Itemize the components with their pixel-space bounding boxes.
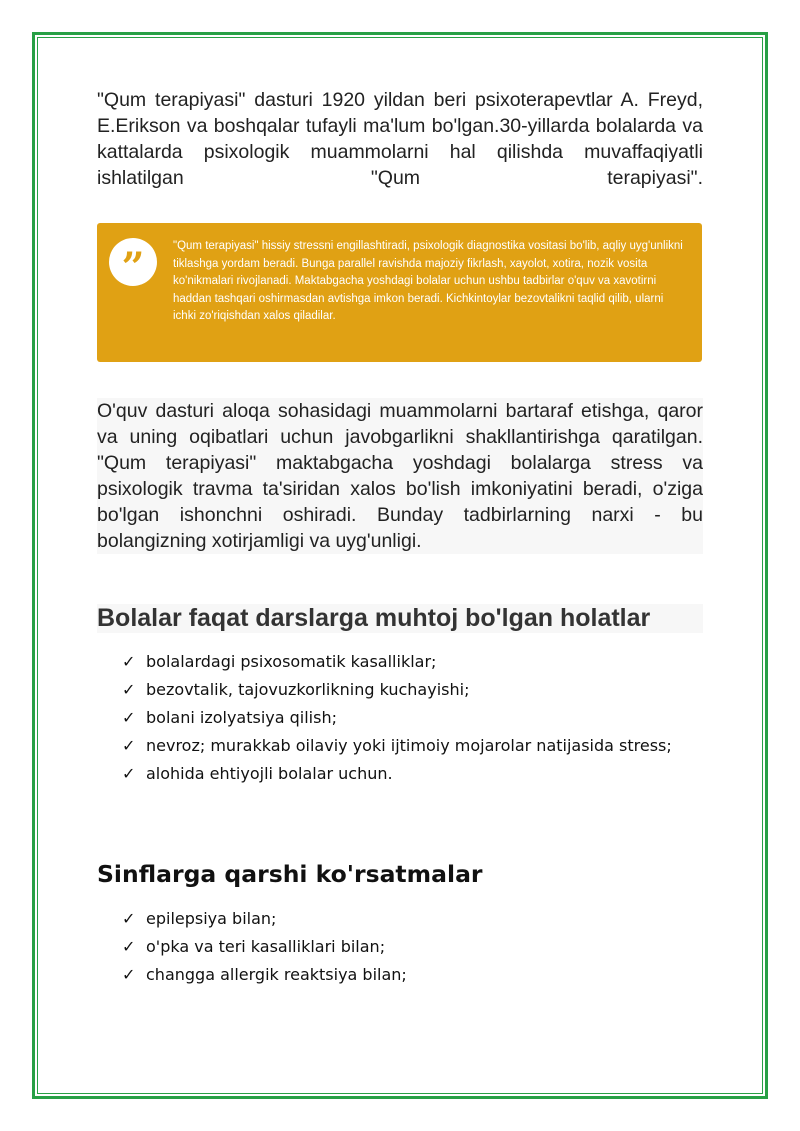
quote-mark: ”	[121, 244, 145, 291]
check-icon: ✓	[122, 909, 136, 928]
contraindications-list	[122, 905, 682, 989]
list-item	[122, 676, 682, 704]
list-item-text: alohida ehtiyojli bolalar uchun.	[146, 764, 393, 783]
list-item	[122, 648, 682, 676]
check-icon: ✓	[122, 965, 136, 984]
quote-icon	[109, 238, 157, 291]
list-item	[122, 760, 682, 788]
quote-text: "Qum terapiyasi" hissiy stressni engillashtiradi, psixologik diagnostika vositasi bo'lib, aqliy uyg'unlikni tiklashga yordam beradi. Bunga parallel ravishda majoziy fikrlash, xayolot, xotira, nozik vosita ko'nikmalari rivojlanadi. Maktabgacha yoshdagi bolalar uchun ushbu tadbirlar o'quv va xavotirni haddan tashqari oshirmasdan avtishga imkon beradi. Kichkintoylar bezovtalikni taqlid qilib, ularni ichki zo'riqishdan xalos qiladilar.	[173, 240, 683, 322]
list-item	[122, 704, 682, 732]
indications-list	[122, 648, 682, 788]
list-item-text: bolani izolyatsiya qilish;	[146, 708, 337, 727]
list-item-text: epilepsiya bilan;	[146, 909, 277, 928]
list-item-text: changga allergik reaktsiya bilan;	[146, 965, 407, 984]
list-item	[122, 961, 682, 989]
check-icon: ✓	[122, 652, 136, 671]
check-icon: ✓	[122, 680, 136, 699]
list-item	[122, 732, 682, 760]
section-heading-contraindications: Sinflarga qarshi ko'rsatmalar	[97, 860, 483, 888]
program-paragraph: O'quv dasturi aloqa sohasidagi muammolarni bartaraf etishga, qaror va uning oqibatlari uchun javobgarlikni shakllantirishga qaratilgan. "Qum terapiyasi" maktabgacha yoshdagi bolalarga stress va psixologik travma ta'siridan xalos bo'lish imkoniyatini beradi, o'ziga bo'lgan ishonchni oshiradi. Bunday tadbirlarning narxi - bu bolangizning xotirjamligi va uyg'unligi.	[97, 400, 703, 552]
list-item-text: bolalardagi psixosomatik kasalliklar;	[146, 652, 437, 671]
check-icon: ✓	[122, 764, 136, 783]
section-heading-indications: Bolalar faqat darslarga muhtoj bo'lgan holatlar	[97, 604, 703, 633]
check-icon: ✓	[122, 708, 136, 727]
intro-paragraph: "Qum terapiyasi" dasturi 1920 yildan beri psixoterapevtlar A. Freyd, E.Erikson va boshqalar tufayli ma'lum bo'lgan.30-yillarda bolalarda va kattalarda psixologik muammolarni hal qilishda muvaffaqiyatli ishlatilgan "Qum terapiyasi".	[97, 89, 703, 189]
list-item-text: o'pka va teri kasalliklari bilan;	[146, 937, 386, 956]
check-icon: ✓	[122, 937, 136, 956]
quote-box	[97, 223, 702, 362]
list-item	[122, 933, 682, 961]
check-icon: ✓	[122, 736, 136, 755]
list-item	[122, 905, 682, 933]
list-item-text: nevroz; murakkab oilaviy yoki ijtimoiy mojarolar natijasida stress;	[146, 736, 672, 755]
list-item-text: bezovtalik, tajovuzkorlikning kuchayishi;	[146, 680, 470, 699]
